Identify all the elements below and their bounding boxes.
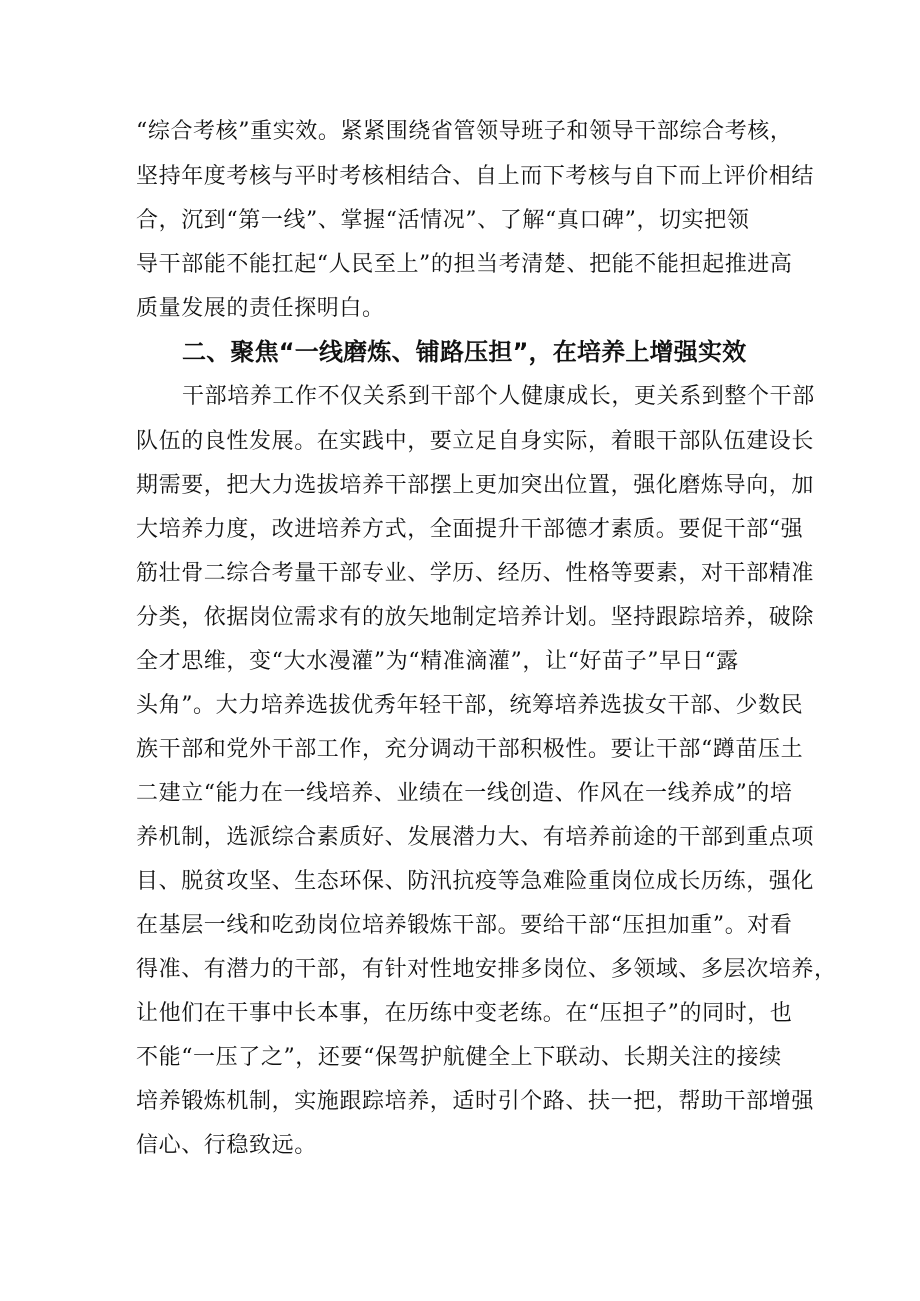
paragraph-line: 分类，依据岗位需求有的放矢地制定培养计划。坚持跟踪培养，破除 [136,605,815,630]
paragraph-line: 全才思维，变“大水漫灌”为“精准滴灌”，让“好苗子”早日“露 [136,649,739,674]
paragraph-line: 干部培养工作不仅关系到干部个人健康成长，更关系到整个干部 [182,384,815,409]
paragraph-line: 养机制，选派综合素质好、发展潜力大、有培养前途的干部到重点项 [136,825,815,850]
paragraph-line: 坚持年度考核与平时考核相结合、自上而下考核与自下而上评价相结 [136,164,815,189]
paragraph-line: 目、脱贫攻坚、生态环保、防汛抗疫等急难险重岗位成长历练，强化 [136,869,815,894]
paragraph-line: 质量发展的责任探明白。 [136,296,385,321]
paragraph-line: 在基层一线和吃劲岗位培养锻炼干部。要给干部“压担加重”。对看 [136,913,793,938]
paragraph-line: 不能“一压了之”，还要“保驾护航健全上下联动、长期关注的接续 [136,1045,782,1070]
paragraph-line: 培养锻炼机制，实施跟踪培养，适时引个路、扶一把，帮助干部增强 [136,1089,815,1114]
paragraph-line: 让他们在干事中长本事，在历练中变老练。在“压担子”的同时，也 [136,1001,793,1026]
paragraph-line: 得准、有潜力的干部，有针对性地安排多岗位、多领域、多层次培养， [136,957,837,982]
paragraph-line: 信心、行稳致远。 [136,1133,317,1158]
paragraph-line: 大培养力度，改进培养方式，全面提升干部德才素质。要促干部“强 [136,517,804,542]
section-heading: 二、聚焦“一线磨炼、铺路压担”，在培养上增强实效 [182,338,747,366]
paragraph-line: 二建立“能力在一线培养、业绩在一线创造、作风在一线养成”的培 [136,781,793,806]
paragraph-line: 筋壮骨二综合考量干部专业、学历、经历、性格等要素，对干部精准 [136,561,815,586]
paragraph-line: 族干部和党外干部工作，充分调动干部积极性。要让干部“蹲苗压土 [136,737,804,762]
paragraph-line: 队伍的良性发展。在实践中，要立足自身实际，着眼干部队伍建设长 [136,429,815,454]
paragraph-line: 合，沉到“第一线”、掌握“活情况”、了解“真口碑”，切实把领 [136,208,750,233]
paragraph-line: “综合考核”重实效。紧紧围绕省管领导班子和领导干部综合考核， [136,119,793,144]
paragraph-line: 导干部能不能扛起“人民至上”的担当考清楚、把能不能担起推进高 [136,252,793,277]
paragraph-line: 期需要，把大力选拔培养干部摆上更加突出位置，强化磨炼导向，加 [136,473,815,498]
paragraph-line: 头角”。大力培养选拔优秀年轻干部，统筹培养选拔女干部、少数民 [136,693,804,718]
